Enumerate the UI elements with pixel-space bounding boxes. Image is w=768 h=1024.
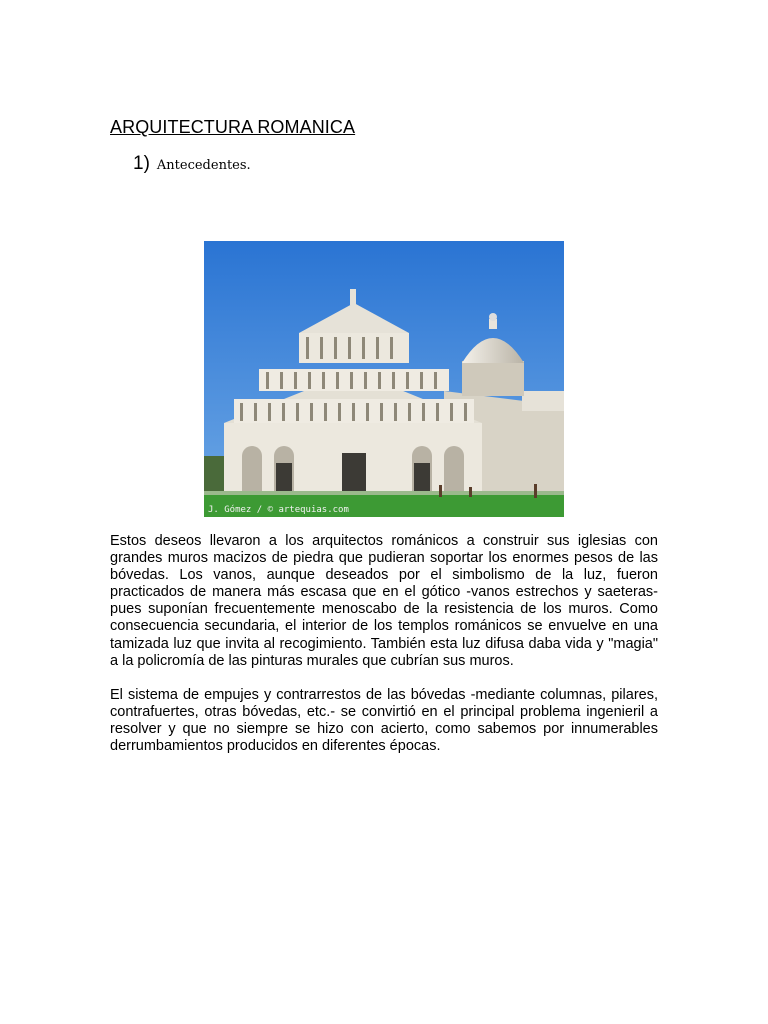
section-title: Antecedentes. (156, 158, 251, 173)
section-heading (133, 153, 251, 175)
photo-credit: J. Gómez / © artequias.com (208, 505, 349, 515)
paragraph-2: El sistema de empujes y contrarrestos de las bóvedas -mediante columnas, pilares, contrafuertes, otras bóvedas, etc.- se convirtió en el principal problema ingenieril a resolver y que no siempre se hizo con acierto, como sabemos por innumerables derrumbamientos producidos en diferentes épocas. (110, 687, 658, 755)
paragraph-1: Estos deseos llevaron a los arquitectos románicos a construir sus iglesias con grandes muros macizos de piedra que pudieran soportar los enormes pesos de las bóvedas. Los vanos, aunque deseados por el simbolismo de la luz, fueron practicados de manera más escasa que en el gótico -vanos estrechos y saeteras- pues suponían frecuentemente menoscabo de la resistencia de los muros. Como consecuencia secundaria, el interior de los templos románicos se envuelve en una tamizada luz que invita al recogimiento. También esta luz difusa daba vida y "magia" a la policromía de las pinturas murales que cubrían sus muros. (110, 533, 658, 669)
cathedral-photo (204, 241, 564, 517)
section-number: 1) (133, 153, 150, 174)
document-title: ARQUITECTURA ROMANICA (110, 117, 356, 137)
